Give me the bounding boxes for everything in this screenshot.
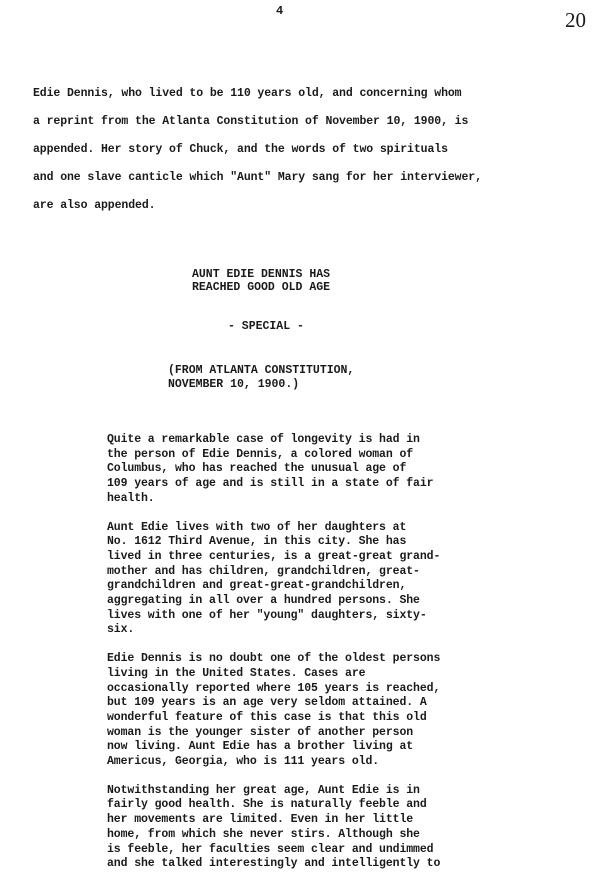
intro-line: are also appended. [33,199,156,212]
article-headline [192,268,330,294]
article-line: health. [107,491,155,505]
article-line: 109 years of age and is still in a state of fair [107,477,434,491]
article-line: and she talked interestingly and intelligently to [107,857,441,871]
special-label: - SPECIAL - [228,320,304,333]
article-line: lives with one of her "young" daughters, sixty- [107,608,427,622]
page-number-center: 4 [276,4,284,18]
intro-line: appended. Her story of Chuck, and the words of two spirituals [33,143,448,156]
article-line: Edie Dennis is no doubt one of the oldest persons [107,652,441,666]
article-line: Columbus, who has reached the unusual age of [107,462,407,476]
article-line: six. [107,623,135,637]
article-line: Aunt Edie lives with two of her daughters at [107,520,407,534]
article-line: but 109 years is an age very seldom attained. A [107,696,427,710]
article-line: living in the United States. Cases are [107,666,366,680]
intro-paragraph [33,80,563,220]
source-citation [168,364,354,392]
article-line: Quite a remarkable case of longevity is had in [107,433,420,446]
article-line: her movements are limited. Even in her little [107,813,414,827]
intro-line: a reprint from the Atlanta Constitution of November 10, 1900, is [33,115,469,128]
headline-line-1: AUNT EDIE DENNIS HAS [192,268,331,281]
article-line: occasionally reported where 105 years is reached, [107,681,441,695]
article-line: is feeble, her faculties seem clear and undimmed [107,842,434,856]
article-paragraph-3 [107,652,527,770]
article-paragraph-1 [107,433,527,507]
article-line: No. 1612 Third Avenue, in this city. She has [107,535,407,549]
intro-line: Edie Dennis, who lived to be 110 years old, and concerning whom [33,87,462,100]
article-line: home, from which she never stirs. Although she [107,827,420,841]
article-line: mother and has children, grandchildren, great- [107,564,420,578]
article-line: aggregating in all over a hundred persons. She [107,594,420,608]
intro-line: and one slave canticle which "Aunt" Mary sang for her interviewer, [33,171,482,184]
article-line: the person of Edie Dennis, a colored woman of [107,447,414,461]
article-paragraph-2 [107,521,527,639]
article-line: woman is the younger sister of another person [107,725,414,739]
article-line: lived in three centuries, is a great-great grand- [107,549,441,563]
article-line: Americus, Georgia, who is 111 years old. [107,755,380,769]
headline-line-2: REACHED GOOD OLD AGE [192,281,331,294]
article-line: Notwithstanding her great age, Aunt Edie is in [107,783,420,797]
article-line: fairly good health. She is naturally feeble and [107,798,427,812]
article-line: now living. Aunt Edie has a brother living at [107,740,414,754]
article-line: grandchildren and great-great-grandchildren, [107,579,407,593]
article-body [107,433,527,886]
article-paragraph-4 [107,784,527,872]
source-line-1: (FROM ATLANTA CONSTITUTION, [168,364,355,377]
source-line-2: NOVEMBER 10, 1900.) [168,378,300,391]
article-line: wonderful feature of this case is that this old [107,710,427,724]
page-number-right: 20 [565,8,586,32]
